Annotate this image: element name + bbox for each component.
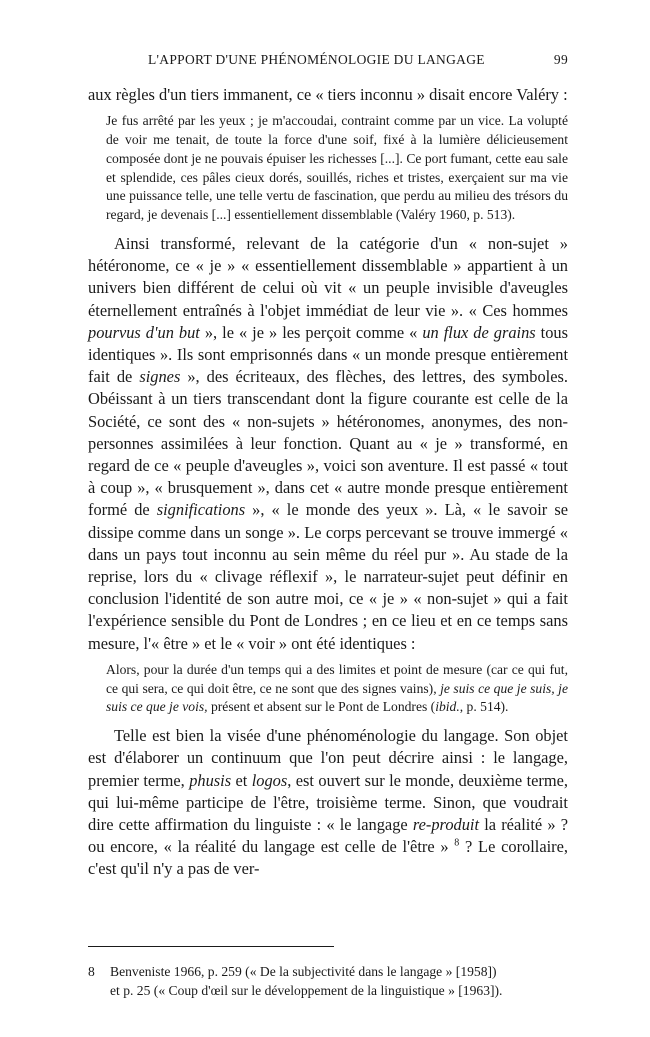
- paragraph-2: [88, 233, 568, 655]
- p3-italic-3: re-produit: [412, 815, 480, 835]
- p2-text-3: tous identiques ». Ils sont emprisonnés dans « un monde presque entièrement fait de: [88, 322, 569, 387]
- footnote-marker: 8: [88, 964, 95, 979]
- paragraph-3: [88, 725, 568, 880]
- p2-italic-1: pourvus d'un but: [88, 322, 200, 342]
- running-head: [88, 52, 568, 70]
- block-quote-valery-1: [106, 112, 568, 225]
- q2-italic-1: je suis ce que je suis, je suis ce que je vois,: [106, 680, 568, 715]
- p3-text-1: Telle est bien la visée d'une phénoménologie du langage. Son objet est d'élaborer un continuum que l'on peut décrire ainsi : le langage, premier terme,: [88, 726, 568, 790]
- footnote-text-1: Benveniste 1966, p. 259 (« De la subjectivité dans le langage » [1958]): [110, 964, 497, 979]
- p3-text-3: , est ouvert sur le monde, deuxième terme, qui lui-même participe de l'être, troisième terme. Sinon, que voudrait dire cette affirmation du linguiste : « le langage: [88, 770, 568, 835]
- p2-text-2: », le « je » les perçoit comme «: [199, 322, 423, 342]
- running-title: L'APPORT D'UNE PHÉNOMÉNOLOGIE DU LANGAGE: [148, 52, 485, 67]
- p3-text-5: ? Le corollaire, c'est qu'il n'y a pas de ver-: [88, 837, 568, 879]
- body-text: [88, 84, 568, 881]
- paragraph-1: [88, 84, 568, 106]
- footnote: [88, 962, 568, 1000]
- block-quote-valery-2: [106, 661, 568, 717]
- block-quote-1-text: Je fus arrêté par les yeux ; je m'accoudai, contraint comme par un vice. La volupté de voir me tenait, de toute la force d'une soif, fixé à la lumière délicieusement composée dont je ne pouvais épuiser les richesses [...]. Ce port fumant, cette eau sale et splendide, ces pâles cieux dorés, souillés, riches et tristes, exerçaient sur ma vie une puissance telle, une telle vertu de fascination, que perdu au milieu des trésors du regard, je devenais [...] essentiellement dissemblable (Valéry 1960, p. 513).: [106, 113, 568, 223]
- q2-text-1: Alors, pour la durée d'un temps qui a des limites et point de mesure (car ce qui fut, ce qui sera, ce qui doit être, ce ne sont que des signes vains),: [106, 661, 568, 696]
- p3-italic-1: phusis: [189, 770, 232, 790]
- p2-italic-2: un flux de grains: [422, 322, 536, 342]
- p2-text-4: », des écriteaux, des flèches, des lettres, des symboles. Obéissant à un tiers transcendant dont la figure courante est celle de la Société, ce sont des « non-sujets » hétéronomes, anonymes, des non-personnes assimilées à leur fonction. Quant au « je » transformé, en regard de ce « peuple d'aveugles », voici son aventure. Il est passé « tout à coup », « brusquement », dans cet « autre monde presque entièrement formé de: [88, 367, 568, 520]
- paragraph-1-text: aux règles d'un tiers immanent, ce « tiers inconnu » disait encore Valéry :: [88, 85, 568, 104]
- footnote-divider: [88, 946, 334, 947]
- p3-text-4: la réalité » ? ou encore, « la réalité du langage est celle de l'être »: [88, 815, 568, 857]
- p2-text-5: », « le monde des yeux ». Là, « le savoir se dissipe comme dans un songe ». Le corps percevant se trouve immergé « dans un pays tout inconnu au sein même du réel pur ». Au stade de la reprise, lors du « clivage réflexif », le narrateur-sujet peut définir en conclusion l'identité de son autre moi, ce « je » « non-sujet » qui a fait l'expérience sensible du Pont de Londres ; en ce lieu et en ce temps sans mesure, l'« être » et le « voir » ont été identiques :: [88, 500, 568, 653]
- q2-text-2: présent et absent sur le Pont de Londres (: [207, 699, 436, 715]
- q2-text-3: , p. 514).: [459, 699, 509, 715]
- p2-text-1: Ainsi transformé, relevant de la catégorie d'un « non-sujet » hétéronome, ce « je » « essentiellement dissemblable » appartient à un univers bien différent de celui où vit « un peuple invisible d'aveugles éternellement entraînés à l'objet immédiat de leur vie ». « Ces hommes: [88, 233, 568, 320]
- footnote-line-1: [88, 962, 568, 981]
- footnote-reference[interactable]: 8: [454, 837, 460, 849]
- p2-italic-3: signes: [139, 367, 181, 387]
- footnote-line-2: et p. 25 (« Coup d'œil sur le développement de la linguistique » [1963]).: [110, 983, 503, 998]
- p2-italic-4: significations: [156, 500, 246, 520]
- p3-text-2: et: [231, 770, 252, 790]
- page-number: 99: [553, 52, 568, 67]
- p3-italic-2: logos: [251, 770, 288, 790]
- q2-italic-2: ibid.: [435, 699, 460, 715]
